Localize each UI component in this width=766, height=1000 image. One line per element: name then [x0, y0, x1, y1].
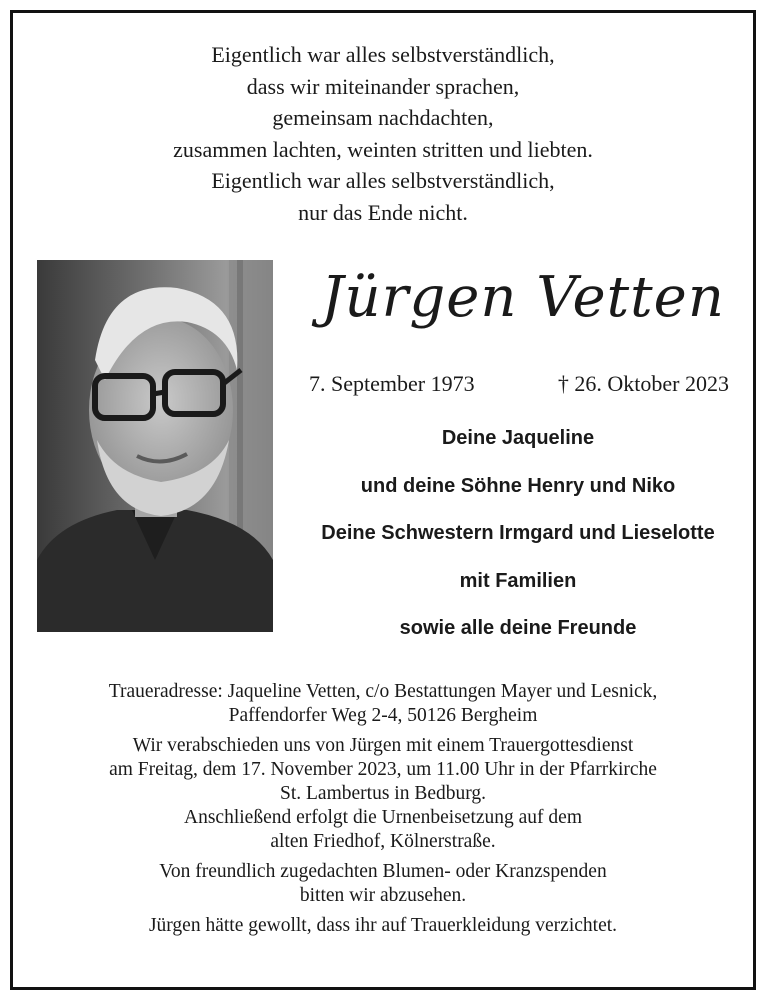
death-date: † 26. Oktober 2023 — [557, 371, 729, 396]
poem-line: gemeinsam nachdachten, — [272, 105, 494, 130]
poem-line: nur das Ende nicht. — [298, 199, 468, 225]
service-line: am Freitag, dem 17. November 2023, um 11.00 Uhr in der Pfarrkirche — [109, 759, 657, 780]
service-line: Wir verabschieden uns von Jürgen mit einem Trauergottesdienst — [132, 735, 634, 756]
flowers-line: Von freundlich zugedachten Blumen- oder Kranzspenden — [159, 861, 607, 882]
portrait-photo — [37, 260, 273, 632]
poem-line: zusammen lachten, weinten stritten und liebten. — [173, 136, 593, 162]
obituary-frame — [10, 10, 756, 990]
address-line: Paffendorfer Weg 2-4, 50126 Bergheim — [228, 705, 538, 726]
service-line: Anschließend erfolgt die Urnenbeisetzung auf dem — [184, 807, 582, 828]
poem — [13, 39, 753, 228]
birth-date: 7. September 1973 — [309, 371, 475, 396]
family-line: und deine Söhne Henry und Niko — [360, 474, 676, 497]
address-line: Traueradresse: Jaqueline Vetten, c/o Bestattungen Mayer und Lesnick, — [108, 681, 658, 702]
family-list — [283, 423, 753, 661]
flowers-line: bitten wir abzusehen. — [299, 885, 467, 906]
service-line: St. Lambertus in Bedburg. — [280, 783, 486, 804]
funeral-info — [13, 680, 753, 938]
family-line: Deine Jaqueline — [441, 427, 595, 449]
service-line: alten Friedhof, Kölnerstraße. — [270, 831, 496, 852]
clothing-line: Jürgen hätte gewollt, dass ihr auf Trauerkleidung verzichtet. — [148, 915, 618, 936]
poem-line: Eigentlich war alles selbstverständlich, — [211, 168, 555, 193]
deceased-name: Jürgen Vetten — [321, 265, 725, 330]
poem-line: Eigentlich war alles selbstverständlich, — [211, 42, 555, 67]
family-line: Deine Schwestern Irmgard und Lieselotte — [321, 522, 715, 544]
family-line: sowie alle deine Freunde — [399, 617, 637, 639]
family-line: mit Familien — [459, 569, 577, 592]
poem-line: dass wir miteinander sprachen, — [246, 73, 520, 99]
